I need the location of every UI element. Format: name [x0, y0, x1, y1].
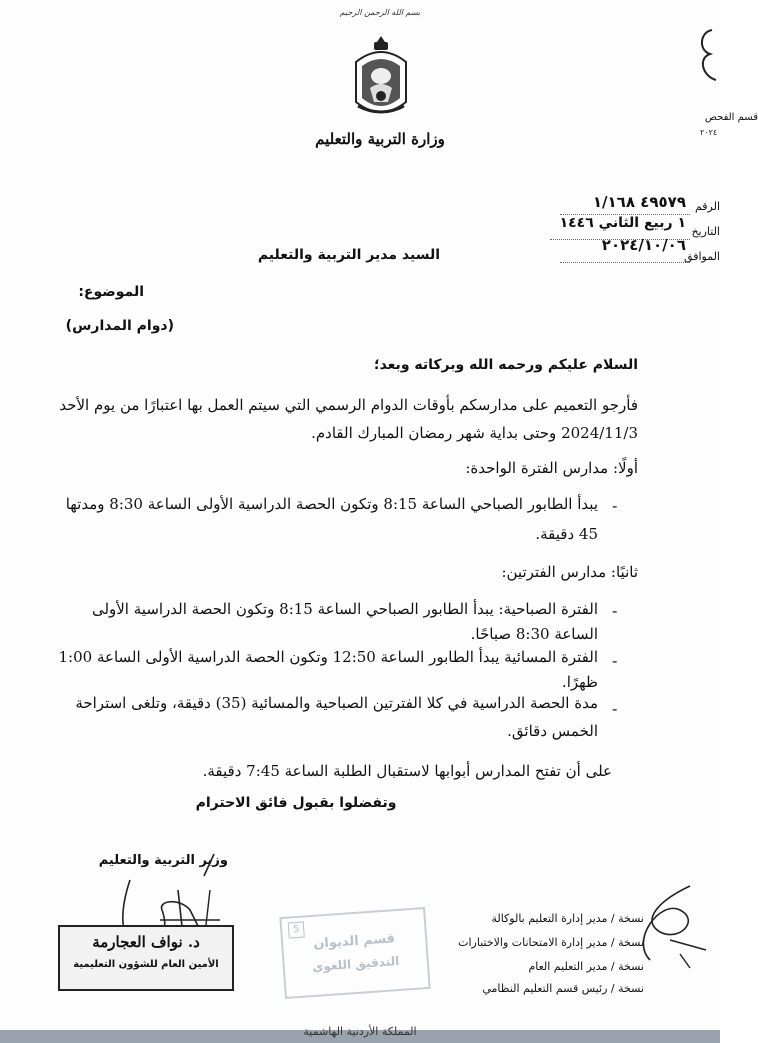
closing: وتفضلوا بقبول فائق الاحترام	[195, 795, 397, 811]
office-stamp-line1: قسم الديوان	[312, 931, 396, 952]
signature-name: د. نواف العجارمة	[92, 933, 200, 951]
addressee: السيد مدير التربية والتعليم	[257, 247, 440, 263]
section1-item1-bullet: -	[612, 497, 618, 515]
edge-emblem	[690, 20, 720, 90]
section2-item1-bullet: -	[612, 602, 618, 620]
section2-title: ثانيًا: مدارس الفترتين:	[501, 563, 638, 581]
cc-item-3: نسخة / مدير التعليم العام	[528, 960, 644, 973]
greeting: السلام عليكم ورحمه الله وبركاته وبعد؛	[373, 357, 638, 373]
edge-fragment-number: ٢٠٢٤	[700, 128, 718, 137]
section2-item1-line2: الساعة 8:30 صباحًا.	[470, 625, 598, 643]
ministry-name: وزارة التربية والتعليم	[315, 130, 445, 148]
footer-text: المملكة الأردنية الهاشمية	[303, 1025, 417, 1038]
section2-item3-line1: مدة الحصة الدراسية في كلا الفترتين الصباحية والمسائية (35) دقيقة، وتلغى استراحة	[75, 694, 598, 712]
section1-item1-line1: يبدأ الطابور الصباحي الساعة 8:15 وتكون الحصة الدراسية الأولى الساعة 8:30 ومدتها	[65, 495, 598, 513]
reference-gregorian-value: ٢٠٢٤/١٠/٠٦	[601, 236, 686, 254]
section2-item3-line2: الخمس دقائق.	[507, 722, 598, 740]
reference-date-label: التاريخ	[691, 225, 720, 238]
reference-gregorian-line	[560, 262, 690, 263]
reference-date-value: ١ ربيع الثاني ١٤٤٦	[559, 215, 686, 231]
subject-label: الموضوع:	[78, 284, 144, 300]
section1-item1-line2: 45 دقيقة.	[535, 525, 598, 543]
initials-scribble	[620, 880, 716, 970]
signature-stamp	[58, 925, 234, 991]
cc-item-1: نسخة / مدير إدارة التعليم بالوكالة	[491, 912, 644, 925]
office-stamp-line2: التدقيق اللغوي	[311, 953, 400, 974]
signature-role: الأمين العام للشؤون التعليمية	[73, 959, 219, 970]
coat-of-arms	[348, 32, 414, 124]
closing-note: على أن تفتح المدارس أبوابها لاستقبال الطلبة الساعة 7:45 دقيقة.	[202, 762, 612, 780]
subject-value: (دوام المدارس)	[65, 318, 174, 334]
bismillah: بسم الله الرحمن الرحيم	[339, 8, 421, 17]
section2-item2-line1: الفترة المسائية يبدأ الطابور الساعة 12:50 وتكون الحصة الدراسية الأولى الساعة 1:00	[58, 648, 598, 666]
section2-item2-bullet: -	[612, 652, 618, 670]
reference-gregorian-label: الموافق	[684, 250, 720, 263]
intro-line-1: فأرجو التعميم على مدارسكم بأوقات الدوام الرسمي التي سيتم العمل بها اعتبارًا من يوم الأحد	[59, 396, 638, 414]
edge-fragment-text: قسم الفحص	[704, 112, 758, 123]
section2-item1-line1: الفترة الصباحية: يبدأ الطابور الصباحي الساعة 8:15 وتكون الحصة الدراسية الأولى	[91, 600, 598, 618]
reference-number-label: الرقم	[694, 200, 720, 213]
section2-item3-bullet: -	[612, 700, 618, 718]
cc-item-4: نسخة / رئيس قسم التعليم النظامي	[482, 982, 644, 995]
signature-small-mark	[200, 850, 220, 880]
intro-line-2: 2024/11/3 وحتى بداية شهر رمضان المبارك القادم.	[311, 424, 638, 442]
signature-title: وزير التربية والتعليم	[98, 853, 228, 868]
office-stamp-number: 5	[288, 922, 305, 939]
section2-item2-line2: ظهرًا.	[561, 673, 598, 691]
cc-item-2: نسخة / مدير إدارة الامتحانات والاختبارات	[458, 936, 644, 949]
reference-number-value: ٤٩٥٧٩ ١/١٦٨	[592, 193, 686, 211]
section1-title: أولًا: مدارس الفترة الواحدة:	[465, 459, 638, 477]
